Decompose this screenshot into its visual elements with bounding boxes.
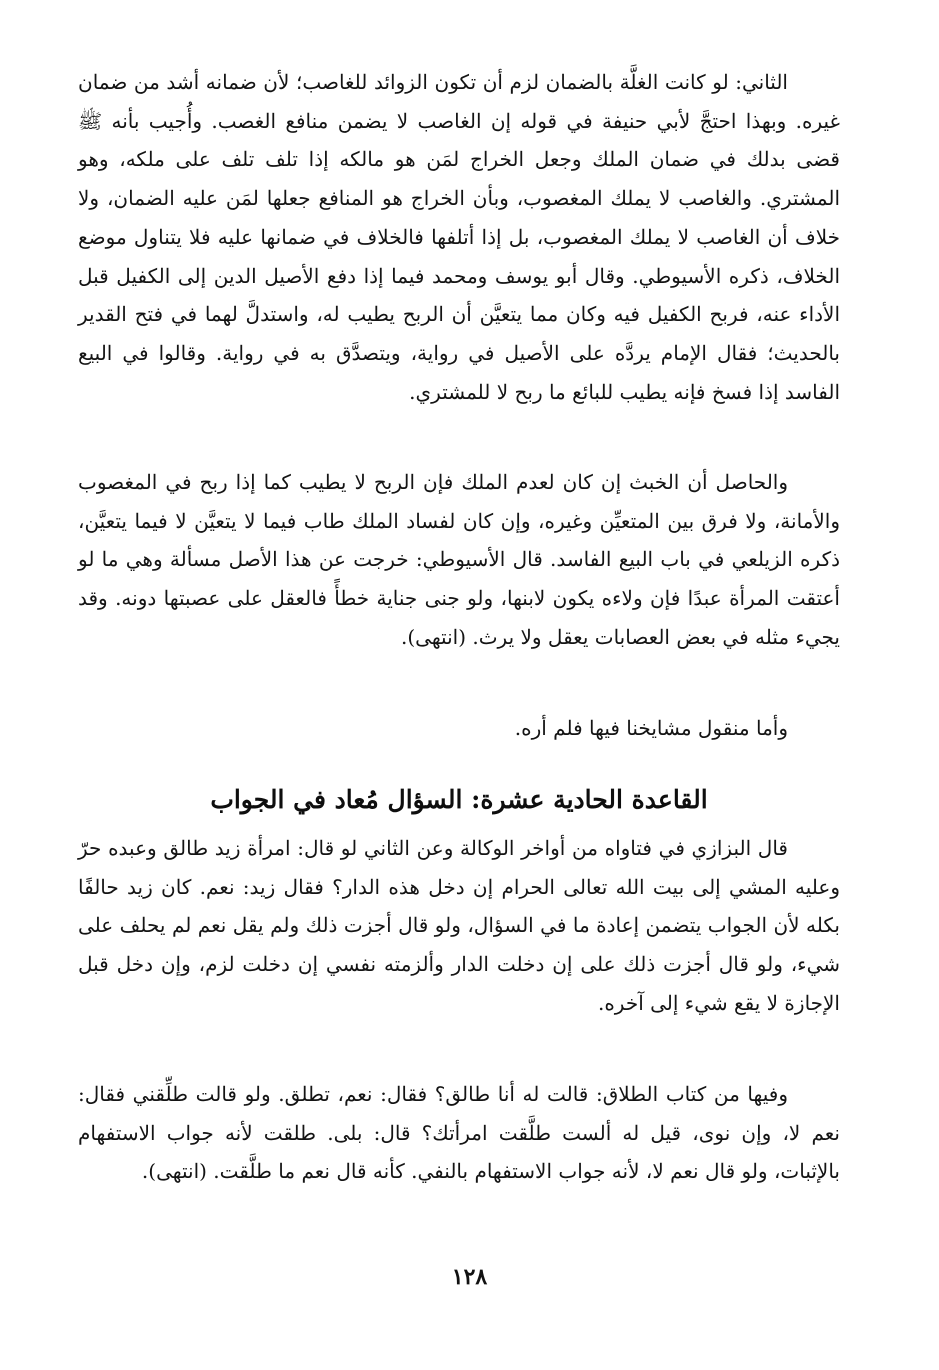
section-heading: القاعدة الحادية عشرة: السؤال مُعاد في الجواب [210,785,708,814]
paragraph-5: وفيها من كتاب الطلاق: قالت له أنا طالق؟ فقال: نعم، تطلق. ولو قالت طلِّقني فقال: نعم لا، وإن نوى، قيل له ألست طلَّقت امرأتك؟ قال: بلى. طلقت لأنه جواب الاستفهام بالإثبات، ولو قال نعم لا، لأنه جواب الاستفهام بالنفي. كأنه قال نعم ما طلَّقت. (انتهى). [78,1082,840,1184]
paragraph-3: وأما منقول مشايخنا فيها فلم أره. [514,716,788,740]
page-number: ١٢٨ [451,1264,488,1290]
paragraph-4: قال البزازي في فتاواه من أواخر الوكالة وعن الثاني لو قال: امرأة زيد طالق وعبده حرّ وعليه المشي إلى بيت الله تعالى الحرام إن دخل هذه الدار؟ فقال زيد: نعم. كان زيد حالفًا بكله لأن الجواب يتضمن إعادة ما في السؤال، ولو قال أجزت ذلك ولم يقل نعم لم يحلف على شيء، ولو قال أجزت ذلك على إن دخلت الدار وألزمته نفسي إن دخلت لزم، وإن دخل قبل الإجازة لا يقع شيء إلى آخره. [78,836,840,1015]
paragraph-1: الثاني: لو كانت الغلَّة بالضمان لزم أن تكون الزوائد للغاصب؛ لأن ضمانه أشد من ضمان غيره. وبهذا احتجَّ لأبي حنيفة في قوله إن الغاصب لا يضمن منافع الغصب. وأُجيب بأنه ﷺ قضى بدلك في ضمان الملك وجعل الخراج لمَن هو مالكه إذا تلف تلف على ملكه، وهو المشتري. والغاصب لا يملك المغصوب، وبأن الخراج هو المنافع جعلها لمَن عليه الضمان، ولا خلاف أن الغاصب لا يملك المغصوب، بل إذا أتلفها فالخلاف في ضمانها عليه فلا يتناول موضع الخلاف، ذكره الأسيوطي. وقال أبو يوسف ومحمد فيما إذا دفع الأصيل الدين إلى الكفيل قبل الأداء عنه، فربح الكفيل فيه وكان مما يتعيَّن أن الربح يطيب له، واستدلَّ لهما في فتح القدير بالحديث؛ فقال الإمام يردَّه على الأصيل في رواية، ويتصدَّق به في رواية. وقالوا في البيع الفاسد إذا فسخ فإنه يطيب للبائع ما ربح لا للمشتري. [78,70,840,404]
paragraph-2: والحاصل أن الخبث إن كان لعدم الملك فإن الربح لا يطيب كما إذا ربح في المغصوب والأمانة، ولا فرق بين المتعيِّن وغيره، وإن كان لفساد الملك طاب فيما لا يتعيَّن لا فيما يتعيَّن، ذكره الزيلعي في باب البيع الفاسد. قال الأسيوطي: خرجت عن هذا الأصل مسألة وهي ما لو أعتقت المرأة عبدًا فإن ولاءه يكون لابنها، ولو جنى جناية خطأً فالعقل على عصبتها دونه. وقد يجيء مثله في بعض العصابات يعقل ولا يرث. (انتهى). [78,470,840,649]
